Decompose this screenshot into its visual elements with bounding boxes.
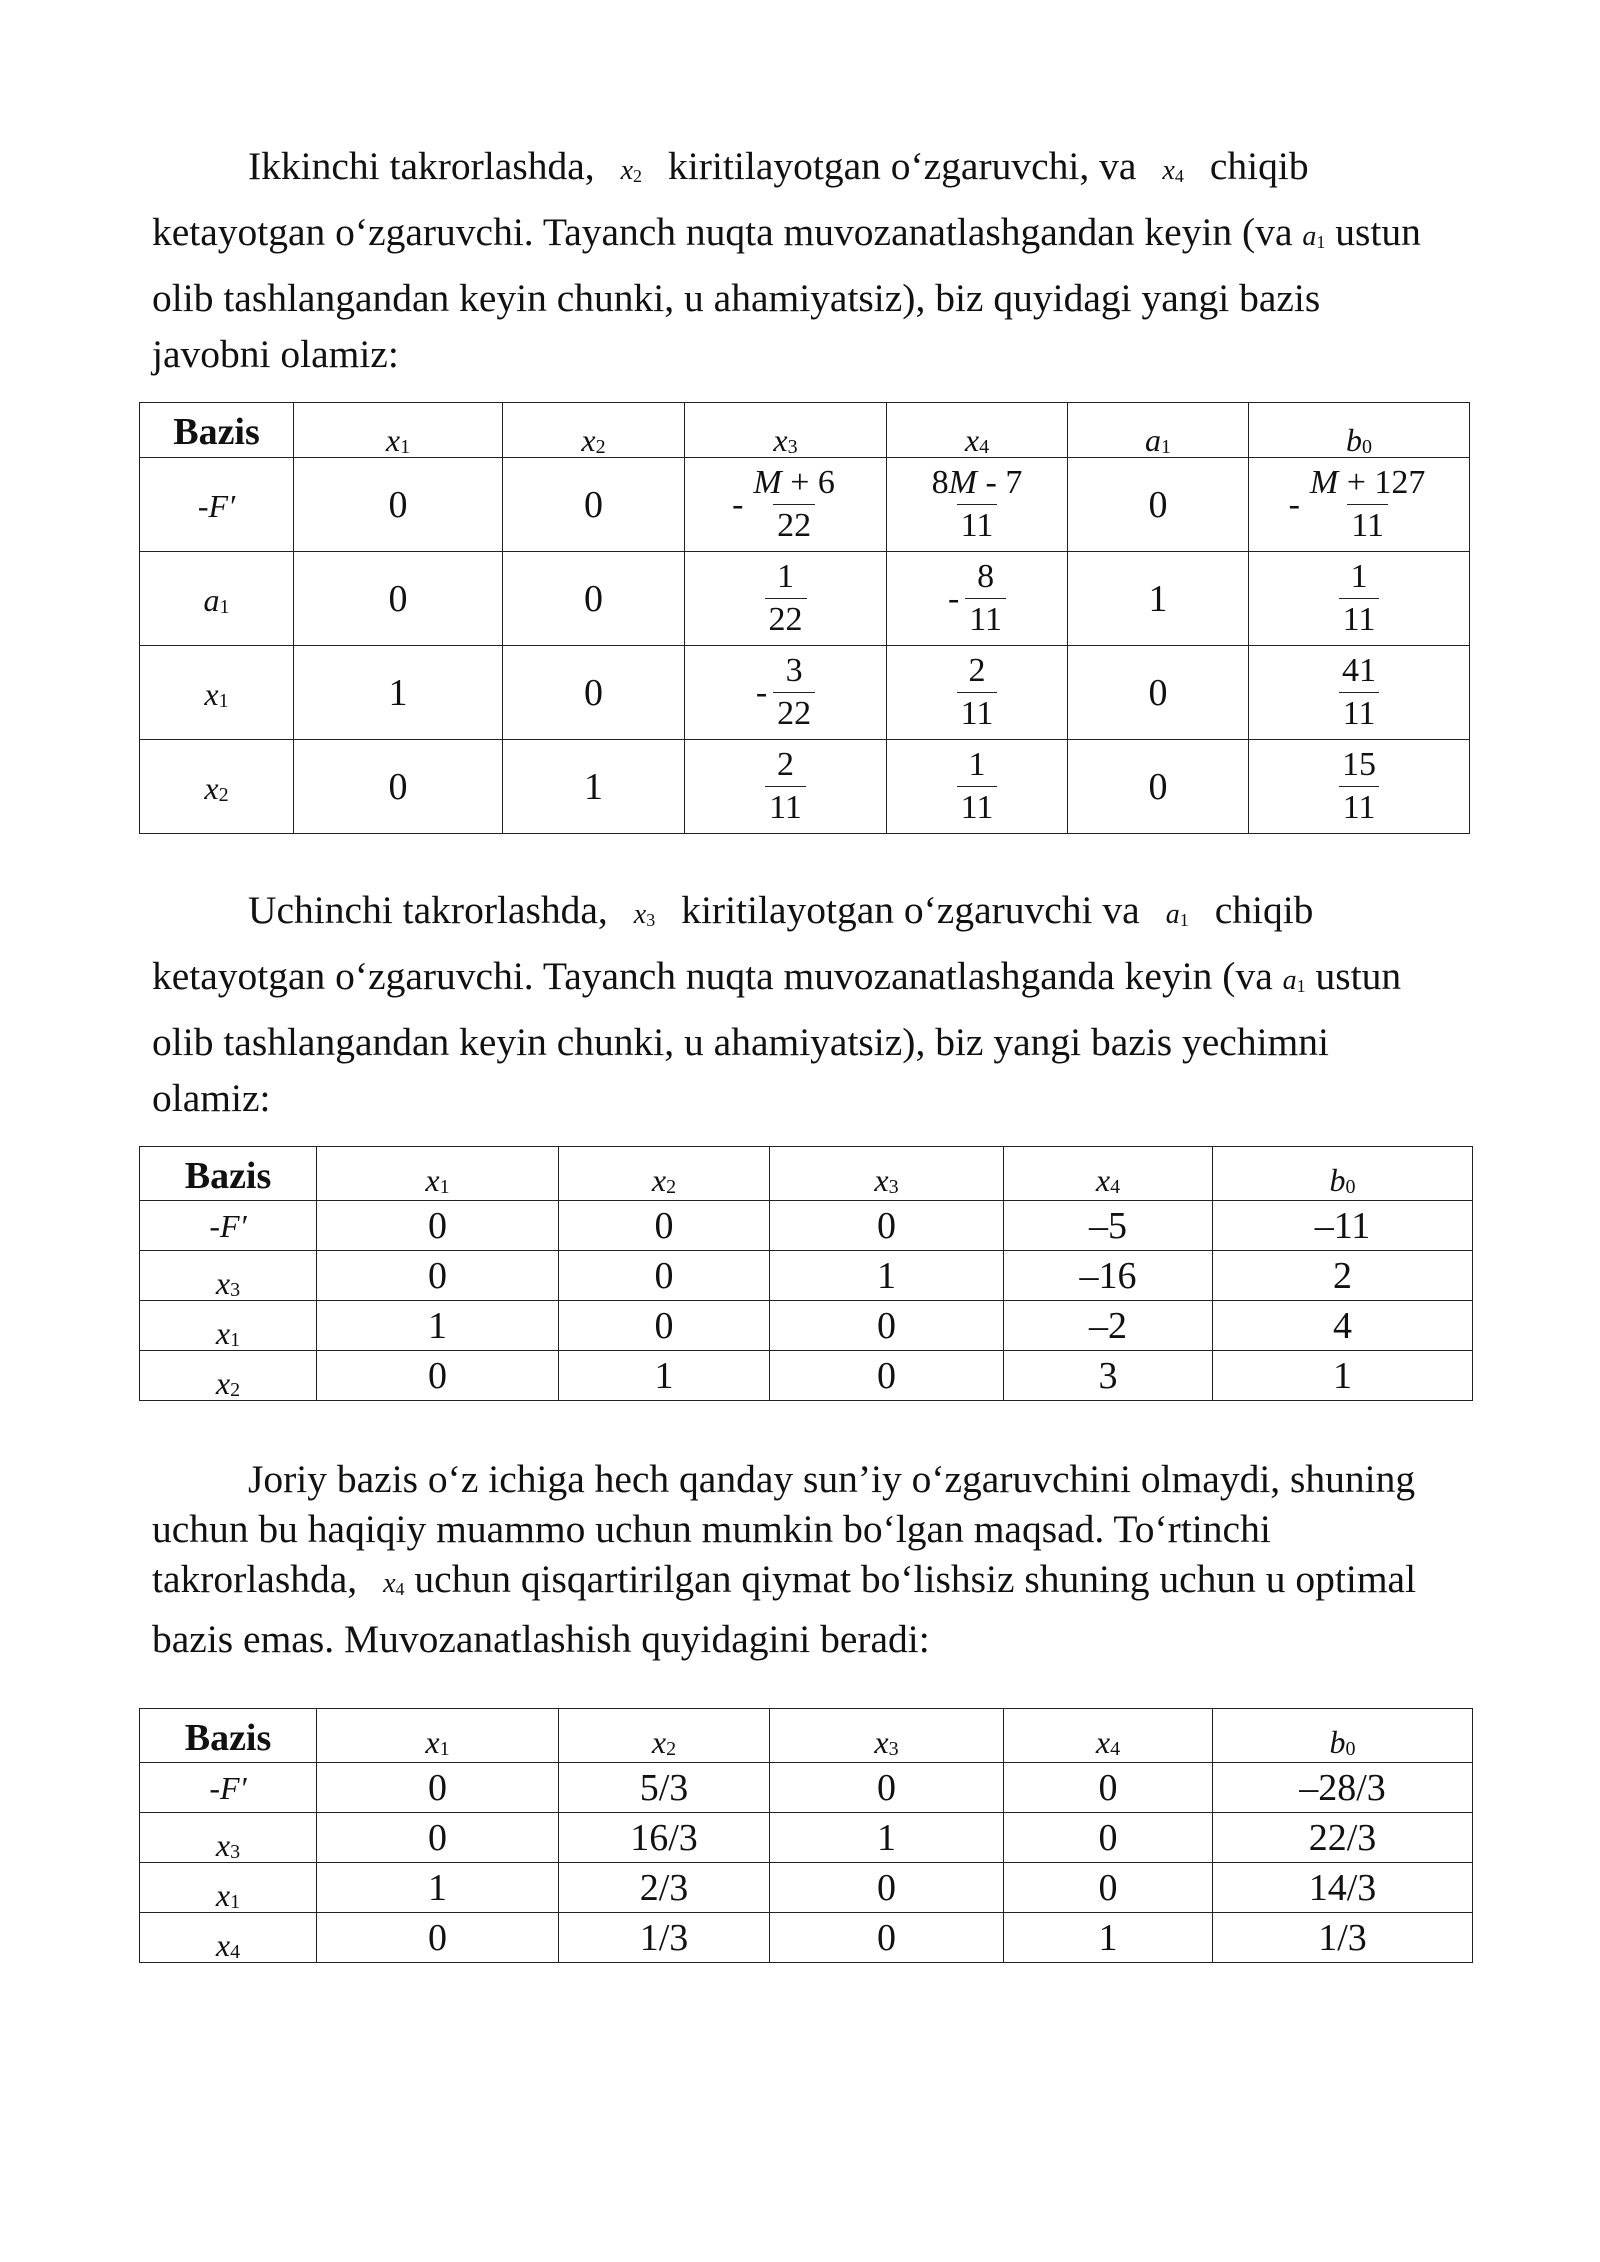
- table-cell: 0: [770, 1863, 1004, 1913]
- table-cell: 22/3: [1213, 1813, 1473, 1863]
- table-row: [140, 1863, 1473, 1913]
- variable: $x_4$: [1162, 155, 1184, 186]
- variable: $a_1$: [1165, 899, 1189, 930]
- table-header-row: [140, 1709, 1473, 1763]
- column-header: $x_4$: [1004, 1709, 1213, 1763]
- table-cell: 1: [294, 646, 503, 740]
- row-label: $x_2$: [140, 740, 294, 834]
- table-cell: –16: [1004, 1251, 1213, 1301]
- column-header: $x_4$: [1004, 1147, 1213, 1201]
- table-row: [140, 458, 1470, 552]
- row-label: x1: [140, 1863, 317, 1913]
- column-header-bazis: Bazis: [140, 1709, 317, 1763]
- table-cell: –28/3: [1213, 1763, 1473, 1813]
- variable: $x_3$: [633, 899, 656, 930]
- table-header-row: [140, 1147, 1473, 1201]
- simplex-table-1: [139, 402, 1470, 834]
- table-cell: $\frac{1}{11}$: [1249, 552, 1470, 646]
- table-cell: 0: [317, 1813, 559, 1863]
- paragraph-text: kiritilayotgan o‘zgaruvchi, va: [668, 144, 1137, 188]
- row-label: x3: [140, 1251, 317, 1301]
- table-cell: 1: [1068, 552, 1249, 646]
- column-header-bazis: Bazis: [140, 1147, 317, 1201]
- paragraph-text: kiritilayotgan o‘zgaruvchi va: [681, 888, 1140, 932]
- table-row: [140, 1351, 1473, 1401]
- table-cell: $\frac{2}{11}$: [887, 646, 1068, 740]
- table-cell: $\frac{15}{11}$: [1249, 740, 1470, 834]
- table-cell: 5/3: [559, 1763, 770, 1813]
- table-cell: 0: [1004, 1813, 1213, 1863]
- table-row: [140, 1763, 1473, 1813]
- table-cell: 0: [559, 1251, 770, 1301]
- table-cell: 0: [770, 1301, 1004, 1351]
- row-label: -F′: [140, 1201, 317, 1251]
- table-cell: 1: [770, 1251, 1004, 1301]
- row-label: x1: [140, 1301, 317, 1351]
- table-cell: 0: [1004, 1863, 1213, 1913]
- column-header: $x_1$: [294, 403, 503, 458]
- simplex-table-3: [139, 1708, 1473, 1963]
- table-row: [140, 1913, 1473, 1963]
- row-label: $x_1$: [140, 646, 294, 740]
- table-cell: 1: [503, 740, 685, 834]
- column-header: $a_1$: [1068, 403, 1249, 458]
- table-cell: 1: [317, 1301, 559, 1351]
- table-cell: –5: [1004, 1201, 1213, 1251]
- paragraph-1: [152, 138, 1448, 382]
- table-cell: 0: [317, 1763, 559, 1813]
- paragraph-text: Ikkinchi takrorlashda,: [248, 144, 595, 188]
- table-cell: 0: [559, 1201, 770, 1251]
- table-row: [140, 1301, 1473, 1351]
- table-cell: 0: [770, 1201, 1004, 1251]
- table-cell: 1/3: [559, 1913, 770, 1963]
- table-cell: 0: [1068, 458, 1249, 552]
- variable: $a_1$: [1302, 221, 1326, 252]
- table-cell: $\frac{2}{11}$: [685, 740, 887, 834]
- row-label: x4: [140, 1913, 317, 1963]
- table-cell: - $\frac{M + 127}{11}$: [1249, 458, 1470, 552]
- table-cell: 14/3: [1213, 1863, 1473, 1913]
- column-header: $x_1$: [317, 1147, 559, 1201]
- table-cell: 0: [317, 1251, 559, 1301]
- column-header: $x_2$: [559, 1709, 770, 1763]
- table-row: [140, 646, 1470, 740]
- column-header: $x_3$: [685, 403, 887, 458]
- row-label: x3: [140, 1813, 317, 1863]
- variable: $x_2$: [620, 155, 643, 186]
- table-cell: 2/3: [559, 1863, 770, 1913]
- column-header: $x_4$: [887, 403, 1068, 458]
- table-cell: 0: [317, 1201, 559, 1251]
- column-header: $x_3$: [770, 1147, 1004, 1201]
- table-cell: 0: [317, 1351, 559, 1401]
- row-label: x2: [140, 1351, 317, 1401]
- table-row: [140, 1201, 1473, 1251]
- table-cell: 1: [559, 1351, 770, 1401]
- paragraph-text: chiqib ketayotgan o‘zgaruvchi. Tayanch nuqta muvozanatlashgandan keyin (va: [152, 144, 1309, 254]
- column-header: $x_3$: [770, 1709, 1004, 1763]
- table-cell: 0: [317, 1913, 559, 1963]
- table-row: [140, 552, 1470, 646]
- table-cell: 0: [294, 552, 503, 646]
- paragraph-text: Uchinchi takrorlashda,: [248, 888, 608, 932]
- table-cell: –11: [1213, 1201, 1473, 1251]
- table-cell: 16/3: [559, 1813, 770, 1863]
- table-cell: $\frac{1}{22}$: [685, 552, 887, 646]
- variable: $x_4$: [383, 1568, 405, 1599]
- table-row: [140, 1251, 1473, 1301]
- table-cell: –2: [1004, 1301, 1213, 1351]
- paragraph-3: [152, 1454, 1448, 1664]
- table-cell: 0: [770, 1763, 1004, 1813]
- column-header: $x_1$: [317, 1709, 559, 1763]
- row-label: -F′: [140, 1763, 317, 1813]
- paragraph-text: Joriy bazis o‘z ichiga hech qanday sun’iy o‘zgaruvchini olmaydi, shuning uchun bu haqiqiy muammo uchun mumkin bo‘lgan maqsad. To‘rtinchi takrorlashda,: [152, 1457, 1416, 1601]
- simplex-table-2: [139, 1146, 1473, 1401]
- paragraph-text: chiqib ketayotgan o‘zgaruvchi. Tayanch nuqta muvozanatlashganda keyin (va: [152, 888, 1314, 998]
- table-cell: 0: [770, 1913, 1004, 1963]
- row-label: -F′: [140, 458, 294, 552]
- table-cell: 1: [1004, 1913, 1213, 1963]
- paragraph-text: uchun qisqartirilgan qiymat bo‘lishsiz shuning uchun u optimal bazis emas. Muvozanatlashish quyidagini beradi:: [152, 1557, 1417, 1661]
- table-cell: 0: [1004, 1763, 1213, 1813]
- table-row: [140, 740, 1470, 834]
- table-cell: 0: [1068, 646, 1249, 740]
- table-row: [140, 1813, 1473, 1863]
- column-header-bazis: Bazis: [140, 403, 294, 458]
- table-cell: - $\frac{8}{11}$: [887, 552, 1068, 646]
- table-cell: 4: [1213, 1301, 1473, 1351]
- table-cell: 1: [770, 1813, 1004, 1863]
- table-cell: 2: [1213, 1251, 1473, 1301]
- table-header-row: [140, 403, 1470, 458]
- column-header: $b_0$: [1213, 1147, 1473, 1201]
- column-header: $b_0$: [1249, 403, 1470, 458]
- table-cell: 0: [503, 458, 685, 552]
- variable: $a_1$: [1282, 965, 1306, 996]
- table-cell: 3: [1004, 1351, 1213, 1401]
- table-cell: 1/3: [1213, 1913, 1473, 1963]
- column-header: $b_0$: [1213, 1709, 1473, 1763]
- table-cell: - $\frac{3}{22}$: [685, 646, 887, 740]
- table-cell: 1: [1213, 1351, 1473, 1401]
- table-cell: 0: [503, 552, 685, 646]
- row-label: $a_1$: [140, 552, 294, 646]
- table-cell: 0: [770, 1351, 1004, 1401]
- paragraph-text: ustun olib tashlangandan keyin chunki, u ahamiyatsiz), biz yangi bazis yechimni olamiz:: [152, 954, 1402, 1120]
- table-cell: $\frac{1}{11}$: [887, 740, 1068, 834]
- column-header: $x_2$: [559, 1147, 770, 1201]
- table-cell: - $\frac{M + 6}{22}$: [685, 458, 887, 552]
- paragraph-2: [152, 882, 1448, 1126]
- paragraph-text: ustun olib tashlangandan keyin chunki, u ahamiyatsiz), biz quyidagi yangi bazis javobni olamiz:: [152, 210, 1421, 376]
- table-cell: 0: [294, 740, 503, 834]
- table-cell: 0: [1068, 740, 1249, 834]
- table-cell: 0: [294, 458, 503, 552]
- column-header: $x_2$: [503, 403, 685, 458]
- table-cell: 0: [503, 646, 685, 740]
- table-cell: 0: [559, 1301, 770, 1351]
- table-cell: 1: [317, 1863, 559, 1913]
- table-cell: $\frac{8M - 7}{11}$: [887, 458, 1068, 552]
- table-cell: $\frac{41}{11}$: [1249, 646, 1470, 740]
